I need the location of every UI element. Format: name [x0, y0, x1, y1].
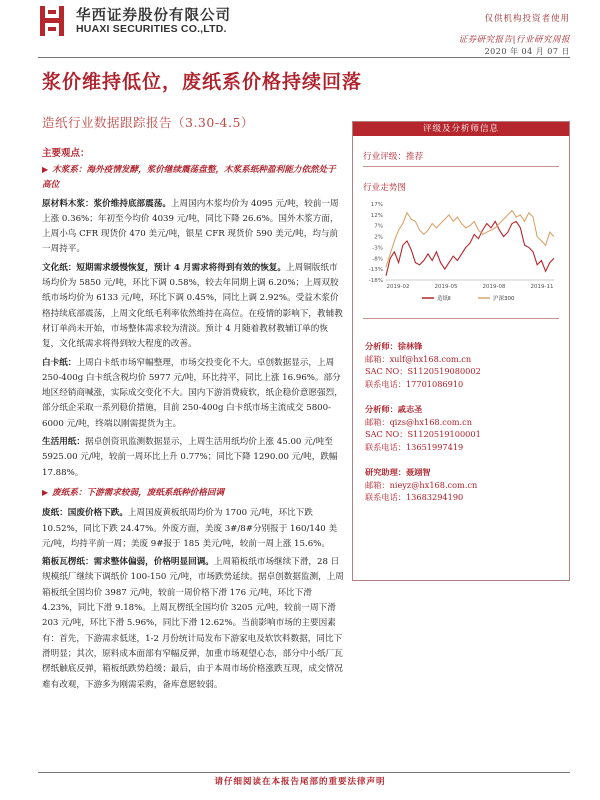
header-divider: [38, 57, 570, 58]
company-logo: [38, 4, 238, 40]
analyst-phone: 联系电话：13651997419: [365, 441, 464, 452]
legend-label: 造纸Ⅱ: [437, 296, 451, 302]
pulp-keyword: 原材料木浆：浆价维持底部震荡。: [42, 198, 171, 209]
box-keyword: 箱板瓦楞纸：需求整体偏弱，价格明显回调。: [42, 557, 214, 568]
company-name-cn: 华西证券股份有限公司: [76, 8, 231, 24]
analyst-role: 分析师：: [365, 404, 398, 414]
analyst-role: 分析师：: [365, 341, 398, 351]
analyst-2: [365, 403, 561, 453]
y-tick-label: -8%: [372, 256, 383, 263]
x-tick-label: 2019-02: [386, 284, 410, 290]
x-tick-label: 2019-05: [434, 284, 458, 290]
main-body: [42, 146, 344, 696]
cultural-text: 上周铜版纸市场均价为 5850 元/吨，环比下调 0.58%，较去年同期上调 6.20%；上周双胶纸市场均价为 6133 元/吨，环比下调 0.45%，同比上调 2.92%。受益木浆价格持续底部震荡，上周文化纸毛利率依然维持在高位。在疫情的影响下，教辅教材订单尚未开始，市场整体需求较为清淡。预计 4 月随着教材教辅订单的恢复，文化纸需求将得到较大程度的改善。: [42, 262, 343, 350]
x-tick-label: 2019-08: [482, 284, 506, 290]
y-tick-label: -18%: [368, 278, 383, 284]
bullet-pulp: [42, 162, 344, 194]
report-subtitle: 造纸行业数据跟踪报告（3.30-4.5）: [42, 115, 254, 130]
household-paragraph: [42, 435, 344, 481]
whitecard-paragraph: [42, 356, 344, 432]
trend-chart: [358, 200, 564, 308]
x-tick-label: 2019-11: [530, 284, 554, 290]
analyst-sac: SAC NO：S1120519100001: [365, 429, 481, 439]
analyst-email[interactable]: 邮箱：xulf@hx168.com.cn: [365, 353, 472, 364]
analyst-name: 徐林锋: [397, 341, 423, 351]
y-tick-label: 17%: [370, 202, 383, 208]
whitecard-text: 上周白卡纸市场窄幅整理，市场交投变化不大。卓创数据显示，上周 250-400g 白卡纸含税均价 5977 元/吨，环比持平，同比上涨 16.96%。部分地区经销商喊涨，实际成交变化不大。国内下游消费疲软，纸企稳价意愿强烈，部分纸企采取一系列稳价措施，目前 250-400g 白卡纸市场主流成交 5800-6000 元/吨，终端以刚需提货为主。: [42, 357, 343, 429]
analyst-phone: 联系电话：13683294190: [365, 492, 464, 502]
pulp-paragraph: [42, 197, 344, 258]
triangle-bullet-icon: ▶: [42, 486, 49, 497]
analyst-1: [365, 340, 561, 390]
waste-paragraph: [42, 506, 344, 552]
rating-panel: [352, 121, 570, 581]
analyst-email[interactable]: 邮箱：qizs@hx168.com.cn: [365, 416, 472, 427]
audience-note: 仅供机构投资者使用: [484, 14, 570, 24]
y-tick-label: -3%: [372, 245, 383, 252]
analyst-sac: SAC NO：S1120519080002: [365, 366, 481, 376]
triangle-bullet-icon: ▶: [42, 164, 49, 174]
series-line-1: [386, 211, 554, 268]
legend-label: 沪深300: [493, 296, 515, 302]
bullet-waste: [42, 485, 344, 501]
rating-panel-header: 评级及分析师信息: [353, 122, 569, 136]
report-title: 浆价维持低位，废纸系价格持续回落: [42, 71, 363, 93]
pulp-text: 上周国内木浆均价为 4095 元/吨，较前一周上涨 0.36%；年初至今均价 4039 元/吨，同比下降 26.6%。国外木浆方面，上周小鸟 CFR 现货价 470 美元/吨，银星 CFR 现货价 590 美元/吨，均与前一周持平。: [42, 198, 339, 255]
waste-keyword: 废纸：国废价格下跌。: [42, 508, 128, 519]
bullet-pulp-text: 木浆系：海外疫情发酵，浆价继续震荡盘整，木浆系纸种盈利能力依然处于高位: [42, 165, 336, 191]
y-tick-label: 2%: [374, 234, 383, 241]
box-text: 上周箱板纸市场继续下滑，28 日规模纸厂继续下调纸价 100-150 元/吨，市场跌势延续。据卓创数据监测，上周箱板纸全国均价 3987 元/吨，较前一周价格下滑 176 元/吨，环比下滑 4.23%，同比下滑 9.18%。上周瓦楞纸全国均价 3205 元/吨，较前一周下滑 203 元/吨，环比下滑 5.96%，同比下滑 12.62%。当前影响市场的主要因素有：首先，下游需求低迷，1-2 月份统计局发布下游家电及软饮料数据，同比下滑明显；其次，原料成本面部有窄幅反弹，加重市场观望心态，部分中小纸厂瓦楞纸触底反弹，箱板纸跌势趋缓；最后，由于本周市场价格涨跌互现，成交情况难有改观，下游多为刚需采购，备库意愿较弱。: [42, 557, 344, 690]
company-name-en: HUAXI SECURITIES CO.,LTD.: [76, 23, 227, 35]
waste-text: 上周国废黄板纸周均价为 1700 元/吨，环比下跌 10.52%，同比下跌 24.47%。外废方面，美废 3#/8#分别报于 160/140 美元/吨，均持平前一周；美废 9#报于 185 美元/吨，较前一周上涨 15.6%。: [42, 508, 338, 549]
y-tick-label: 12%: [370, 212, 383, 219]
analyst-name: 戚志圣: [397, 404, 423, 414]
series-line-0: [386, 221, 554, 275]
household-keyword: 生活用纸：: [42, 437, 85, 448]
analyst-name: 聂翊智: [405, 467, 431, 477]
y-tick-label: 7%: [374, 223, 383, 230]
footer-divider: [38, 772, 570, 773]
key-points-heading: 主要观点：: [42, 148, 90, 159]
y-tick-label: -13%: [368, 267, 383, 274]
report-date: 2020 年 04 月 07 日: [484, 47, 570, 56]
legal-notice: 请仔细阅读在本报告尾部的重要法律声明: [214, 777, 386, 787]
analyst-phone: 联系电话：17701086910: [365, 378, 464, 389]
industry-rating: 行业评级：推荐: [363, 150, 559, 167]
bullet-waste-text: 废纸系：下游需求较弱，废纸系纸种价格回调: [52, 487, 225, 498]
analyst-3: [365, 466, 561, 504]
cultural-paragraph: [42, 261, 344, 353]
analyst-role: 研究助理：: [365, 467, 406, 477]
cultural-keyword: 文化纸：短期需求缓慢恢复，预计 4 月需求将得到有效的恢复。: [42, 262, 286, 273]
box-paragraph: [42, 555, 344, 693]
chart-divider: [363, 318, 559, 319]
report-type: 证券研究报告|行业研究周报: [458, 35, 570, 45]
trend-chart-title: 行业走势图: [363, 183, 406, 193]
huaxi-logo-icon: [38, 4, 66, 38]
analyst-email[interactable]: 邮箱：nieyz@hx168.com.cn: [365, 479, 478, 490]
whitecard-keyword: 白卡纸：: [42, 357, 77, 368]
household-text: 据卓创资讯监测数据显示，上周生活用纸均价上涨 45.00 元/吨至 5925.00 元/吨，较前一周环比上升 0.77%；同比下降 1290.00 元/吨，跌幅 17.88%。: [42, 437, 338, 478]
